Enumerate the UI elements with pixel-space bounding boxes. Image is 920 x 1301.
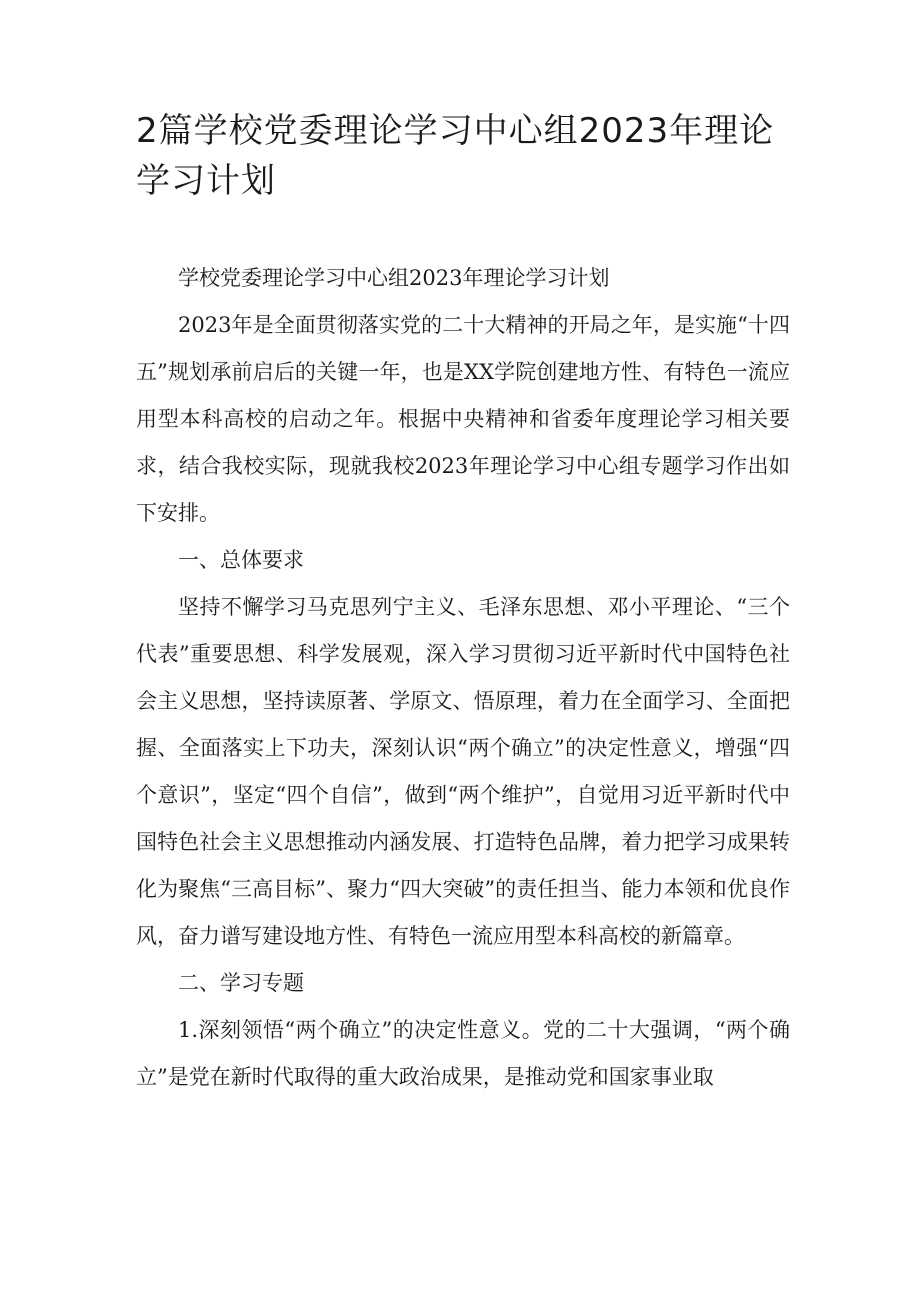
document-title: 2篇学校党委理论学习中心组2023年理论学习计划 [136,111,775,201]
intro-paragraph: 2023年是全面贯彻落实党的二十大精神的开局之年，是实施“十四五”规划承前启后的关键一年，也是XX学院创建地方性、有特色一流应用型本科高校的启动之年。根据中央精神和省委年度理论学习相关要求，结合我校实际，现就我校2023年理论学习中心组专题学习作出如下安排。 [136,313,790,525]
study-topic-1-paragraph: 1.深刻领悟“两个确立”的决定性意义。党的二十大强调，“两个确立”是党在新时代取得的重大政治成果，是推动党和国家事业取 [136,1018,790,1089]
section-heading-general-requirements: 一、总体要求 [178,548,304,572]
document-body [136,255,790,1101]
subtitle-paragraph: 学校党委理论学习中心组2023年理论学习计划 [178,266,610,290]
section-heading-study-topics: 二、学习专题 [178,971,304,995]
general-requirements-paragraph: 坚持不懈学习马克思列宁主义、毛泽东思想、邓小平理论、“三个代表”重要思想、科学发展观，深入学习贯彻习近平新时代中国特色社会主义思想，坚持读原著、学原文、悟原理，着力在全面学习、全面把握、全面落实上下功夫，深刻认识“两个确立”的决定性意义，增强“四个意识”，坚定“四个自信”，做到“两个维护”，自觉用习近平新时代中国特色社会主义思想推动内涵发展、打造特色品牌，着力把学习成果转化为聚焦“三高目标”、聚力“四大突破”的责任担当、能力本领和优良作风，奋力谱写建设地方性、有特色一流应用型本科高校的新篇章。 [136,595,790,948]
